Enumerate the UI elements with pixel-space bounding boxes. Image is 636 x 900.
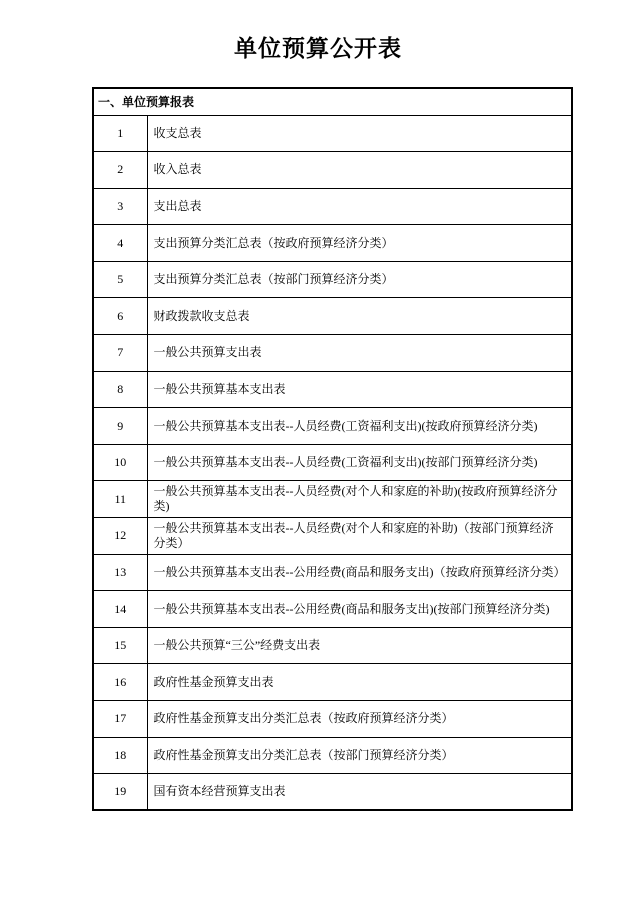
row-table-name: 政府性基金预算支出分类汇总表（按政府预算经济分类） [147, 701, 572, 738]
row-table-name: 一般公共预算基本支出表--人员经费(工资福利支出)(按政府预算经济分类) [147, 408, 572, 445]
row-table-name: 一般公共预算“三公”经费支出表 [147, 627, 572, 664]
row-table-name: 财政拨款收支总表 [147, 298, 572, 335]
table-row [93, 481, 572, 518]
table-row [93, 701, 572, 738]
row-number: 6 [93, 298, 147, 335]
table-row [93, 298, 572, 335]
budget-report-table [92, 87, 573, 811]
row-number: 18 [93, 737, 147, 774]
row-number: 19 [93, 774, 147, 811]
table-body [93, 115, 572, 810]
row-number: 4 [93, 225, 147, 262]
row-table-name: 一般公共预算基本支出表--公用经费(商品和服务支出)(按部门预算经济分类) [147, 591, 572, 628]
row-table-name: 支出预算分类汇总表（按政府预算经济分类） [147, 225, 572, 262]
row-table-name: 支出总表 [147, 188, 572, 225]
table-row [93, 444, 572, 481]
page-title: 单位预算公开表 [234, 36, 402, 61]
row-number: 5 [93, 261, 147, 298]
table-row [93, 371, 572, 408]
row-number: 3 [93, 188, 147, 225]
row-number: 13 [93, 554, 147, 591]
table-row [93, 518, 572, 555]
row-table-name: 国有资本经营预算支出表 [147, 774, 572, 811]
table-row [93, 591, 572, 628]
row-number: 9 [93, 408, 147, 445]
table-row [93, 737, 572, 774]
row-number: 7 [93, 335, 147, 372]
row-number: 10 [93, 444, 147, 481]
row-table-name: 一般公共预算基本支出表--公用经费(商品和服务支出)（按政府预算经济分类） [147, 554, 572, 591]
table-row [93, 335, 572, 372]
table-row [93, 774, 572, 811]
table-row [93, 115, 572, 152]
row-table-name: 政府性基金预算支出分类汇总表（按部门预算经济分类） [147, 737, 572, 774]
table-row [93, 188, 572, 225]
row-table-name: 收支总表 [147, 115, 572, 152]
row-table-name: 一般公共预算基本支出表 [147, 371, 572, 408]
table-row [93, 554, 572, 591]
table-row [93, 627, 572, 664]
section-header: 一、单位预算报表 [93, 88, 572, 115]
row-number: 17 [93, 701, 147, 738]
section-header-row [93, 88, 572, 115]
table-row [93, 261, 572, 298]
row-table-name: 一般公共预算基本支出表--人员经费(对个人和家庭的补助)（按部门预算经济分类） [147, 518, 572, 555]
row-table-name: 支出预算分类汇总表（按部门预算经济分类） [147, 261, 572, 298]
row-number: 15 [93, 627, 147, 664]
row-table-name: 一般公共预算基本支出表--人员经费(对个人和家庭的补助)(按政府预算经济分类) [147, 481, 572, 518]
table-row [93, 225, 572, 262]
row-number: 8 [93, 371, 147, 408]
row-number: 11 [93, 481, 147, 518]
row-table-name: 一般公共预算基本支出表--人员经费(工资福利支出)(按部门预算经济分类) [147, 444, 572, 481]
table-row [93, 664, 572, 701]
row-number: 16 [93, 664, 147, 701]
row-number: 1 [93, 115, 147, 152]
row-number: 12 [93, 518, 147, 555]
row-table-name: 一般公共预算支出表 [147, 335, 572, 372]
row-number: 14 [93, 591, 147, 628]
table-row [93, 152, 572, 189]
table-row [93, 408, 572, 445]
row-table-name: 收入总表 [147, 152, 572, 189]
row-table-name: 政府性基金预算支出表 [147, 664, 572, 701]
row-number: 2 [93, 152, 147, 189]
